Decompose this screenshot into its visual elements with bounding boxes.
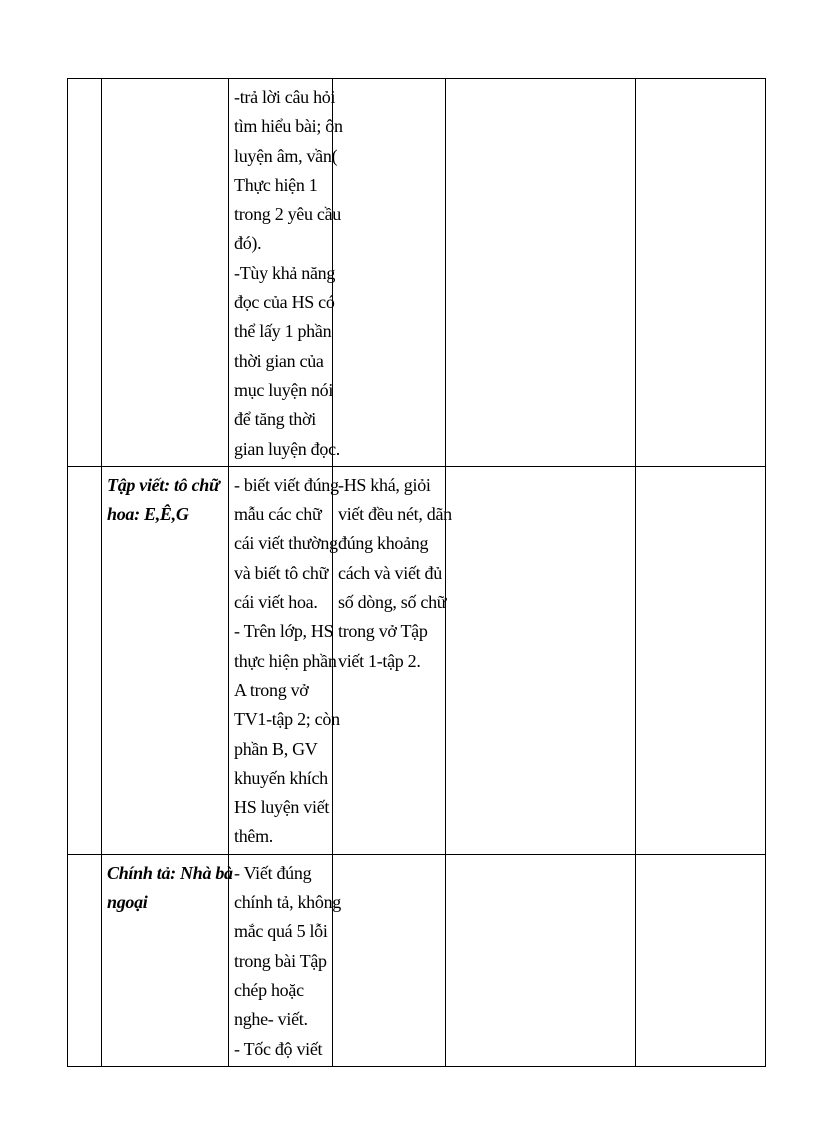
subject-title-line: hoa: E,Ê,G bbox=[107, 504, 189, 525]
requirement-line: - Trên lớp, HS bbox=[234, 621, 334, 642]
remarks-cell bbox=[636, 79, 766, 467]
requirement-line: chép hoặc bbox=[234, 979, 304, 1000]
table-row bbox=[68, 79, 766, 467]
requirement-line: mục luyện nói bbox=[234, 379, 334, 400]
requirement-line: - Viết đúng bbox=[234, 862, 312, 883]
table-row bbox=[68, 854, 766, 1066]
extra-requirement-line: cách và viết đủ bbox=[338, 562, 442, 583]
extra-requirement-line: viết 1-tập 2. bbox=[338, 650, 421, 671]
requirement-line: - Tốc độ viết bbox=[234, 1038, 323, 1059]
extra-requirements-cell bbox=[333, 79, 446, 467]
subject-cell bbox=[102, 466, 229, 854]
requirement-line: HS luyện viết bbox=[234, 797, 330, 818]
notes-cell bbox=[446, 854, 636, 1066]
requirements-cell bbox=[229, 466, 340, 854]
requirement-line: thể lấy 1 phần bbox=[234, 321, 332, 342]
curriculum-table bbox=[67, 78, 766, 1067]
requirement-line: cái viết hoa. bbox=[234, 592, 318, 613]
requirement-line: thời gian của bbox=[234, 350, 324, 371]
requirement-line: để tăng thời bbox=[234, 409, 316, 430]
requirement-line: cái viết thường bbox=[234, 533, 338, 554]
subject-title-line: Chính tả: Nhà bà bbox=[107, 862, 233, 883]
index-cell bbox=[68, 854, 102, 1066]
requirement-line: đó). bbox=[234, 233, 262, 254]
requirement-line: trong 2 yêu cầu bbox=[234, 204, 341, 225]
requirement-line: Thực hiện 1 bbox=[234, 174, 318, 195]
requirement-line: đọc của HS có bbox=[234, 292, 335, 313]
requirement-line: luyện âm, vần( bbox=[234, 145, 338, 166]
notes-cell bbox=[446, 79, 636, 467]
requirement-line: và biết tô chữ bbox=[234, 562, 329, 583]
requirement-line: TV1-tập 2; còn bbox=[234, 709, 340, 730]
requirement-line: chính tả, không bbox=[234, 892, 341, 913]
remarks-cell bbox=[636, 854, 766, 1066]
requirement-line: tìm hiểu bài; ôn bbox=[234, 116, 343, 137]
extra-requirement-line: số dòng, số chữ bbox=[338, 592, 447, 613]
requirements-cell bbox=[229, 854, 341, 1066]
index-cell bbox=[68, 79, 102, 467]
extra-requirement-line: trong vở Tập bbox=[338, 621, 428, 642]
extra-requirement-line: viết đều nét, dãn bbox=[338, 504, 452, 525]
subject-cell bbox=[102, 79, 229, 467]
subject-title-line: ngoại bbox=[107, 892, 148, 913]
requirement-line: thêm. bbox=[234, 826, 273, 847]
requirement-line: - biết viết đúng bbox=[234, 474, 339, 495]
requirement-line: phần B, GV bbox=[234, 738, 318, 759]
requirement-line: thực hiện phần bbox=[234, 650, 337, 671]
requirement-line: A trong vở bbox=[234, 679, 309, 700]
subject-cell bbox=[102, 854, 233, 1066]
notes-cell bbox=[446, 466, 636, 854]
remarks-cell bbox=[636, 466, 766, 854]
table-row bbox=[68, 466, 766, 854]
extra-requirements-cell bbox=[333, 854, 446, 1066]
index-cell bbox=[68, 466, 102, 854]
requirement-line: trong bài Tập bbox=[234, 950, 327, 971]
requirement-line: -Tùy khả năng bbox=[234, 262, 336, 283]
requirements-cell bbox=[229, 79, 343, 467]
subject-title-line: Tập viết: tô chữ bbox=[107, 474, 220, 495]
extra-requirements-cell bbox=[333, 466, 452, 854]
extra-requirement-line: -HS khá, giỏi bbox=[338, 474, 431, 495]
requirement-line: nghe- viết. bbox=[234, 1009, 308, 1030]
requirement-line: mẫu các chữ bbox=[234, 504, 322, 525]
requirement-line: khuyến khích bbox=[234, 767, 328, 788]
requirement-line: mắc quá 5 lỗi bbox=[234, 921, 328, 942]
extra-requirement-line: đúng khoảng bbox=[338, 533, 429, 554]
requirement-line: gian luyện đọc. bbox=[234, 438, 340, 459]
requirement-line: -trả lời câu hỏi bbox=[234, 87, 336, 107]
